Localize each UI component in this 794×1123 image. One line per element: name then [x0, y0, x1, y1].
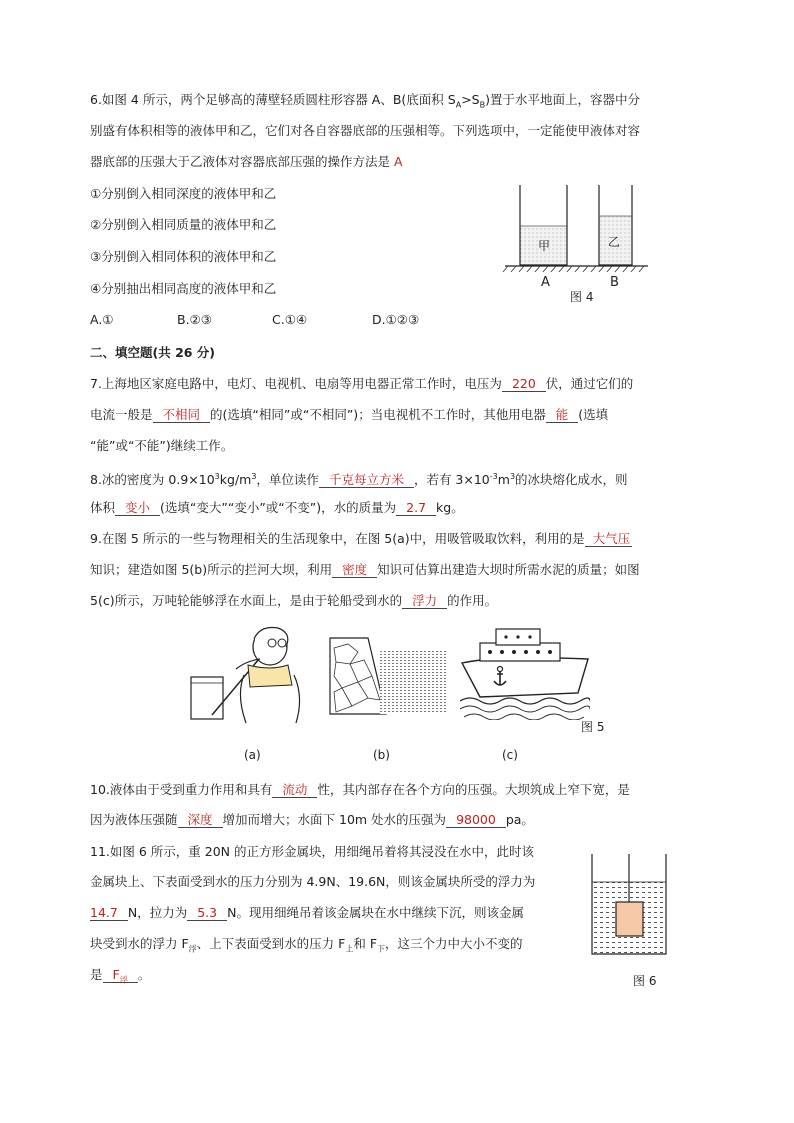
- q10-answer-2: 深度: [178, 812, 223, 828]
- q11-answer-2: 5.3: [187, 905, 227, 921]
- label-a: A: [541, 275, 550, 290]
- q7-line-1: 7.上海地区家庭电路中，电灯、电视机、电扇等用电器正常工作时，电压为 220 伏，通过它们的: [90, 376, 634, 391]
- q6-option-1: ①分别倒入相同深度的液体甲和乙: [90, 186, 277, 201]
- figure-5a-person-drinking: [188, 625, 308, 725]
- q11-answer-3: $F_浮$: [103, 967, 138, 983]
- q11-line-5: 是 $F_浮$ 。: [90, 967, 151, 985]
- dam-water: [380, 650, 446, 714]
- q7-answer-1: 220: [502, 376, 546, 392]
- q6-choice-b: B.②③: [177, 312, 212, 327]
- figure-4-caption: 图 4: [570, 290, 594, 304]
- q6-option-3: ③分别倒入相同体积的液体甲和乙: [90, 249, 277, 264]
- q7-answer-3: 能: [546, 407, 579, 423]
- figure-5-caption: 图 5: [581, 720, 605, 734]
- q9-answer-3: 浮力: [402, 593, 447, 609]
- q9-answer-2: 密度: [332, 562, 377, 578]
- q6-option-4: ④分别抽出相同高度的液体甲和乙: [90, 281, 277, 296]
- q11-line-2: 金属块上、下表面受到水的压力分别为 4.9N、19.6N，则该金属块所受的浮力为: [90, 874, 536, 889]
- section-2-title: 二、填空题(共 26 分): [90, 345, 216, 360]
- q6-line-3: 器底部的压强大于乙液体对容器底部压强的操作方法是 A: [90, 154, 403, 169]
- figure-6-block-in-water: [588, 852, 670, 962]
- figure-6-caption: 图 6: [633, 974, 657, 988]
- q10-line-1: 10.液体由于受到重力作用和具有 流动 性，其内部存在各个方向的压强。大坝筑成上窄下宽，是: [90, 782, 630, 797]
- q11-line-3: 14.7 N，拉力为 5.3 N。现用细绳吊着该金属块在水中继续下沉，则该金属: [90, 905, 524, 920]
- q10-line-2: 因为液体压强随 深度 增加而增大；水面下 10m 处水的压强为 98000 pa。: [90, 812, 534, 827]
- figure-5a-label: (a): [244, 748, 261, 762]
- q9-line-1: 9.在图 5 所示的一些与物理相关的生活现象中，在图 5(a)中，用吸管吸取饮料，利用的是 大气压: [90, 531, 631, 546]
- q7-answer-2: 不相同: [153, 407, 211, 423]
- q8-answer-2: 变小: [115, 500, 160, 516]
- label-yi: 乙: [608, 235, 621, 249]
- q9-line-2: 知识；建造如图 5(b)所示的拦河大坝，利用 密度 知识可估算出建造大坝时所需水泥的质量；如图: [90, 562, 640, 577]
- q11-answer-1: 14.7: [90, 905, 128, 921]
- q6-option-2: ②分别倒入相同质量的液体甲和乙: [90, 217, 277, 232]
- q6-line-1: 6.如图 4 所示，两个足够高的薄壁轻质圆柱形容器 A、B(底面积 $S_A>S_B$)置于水平地面上，容器中分: [90, 92, 641, 110]
- q8-answer-1: 千克每立方米: [319, 472, 414, 488]
- figure-4-containers: [500, 180, 660, 310]
- q8-line-1: 8.冰的密度为 $0.9\times 10^3kg/m^3$，单位读作 千克每立方米 ，若有 $3\times 10^{-3}m^3$的冰块熔化成水，则: [90, 472, 628, 488]
- q10-answer-3: 98000: [446, 812, 506, 828]
- figure-5c-ship: [460, 625, 590, 720]
- q6-choice-d: D.①②③: [372, 312, 420, 327]
- q11-line-4: 块受到水的浮力 $F_浮$、上下表面受到水的压力 $F_上$和 $F_下$，这三个力中大小不变的: [90, 936, 523, 954]
- q9-answer-1: 大气压: [585, 531, 633, 547]
- q10-answer-1: 流动: [272, 782, 317, 798]
- q8-answer-3: 2.7: [396, 500, 436, 516]
- figure-5b-dam: [328, 636, 448, 716]
- q11-line-1: 11.如图 6 所示，重 20N 的正方形金属块，用细绳吊着将其浸没在水中，此时该: [90, 844, 534, 859]
- q7-line-2: 电流一般是 不相同 的(选填“相同”或“不相同”)；当电视机不工作时，其他用电器 能 (选填: [90, 407, 609, 422]
- label-jia: 甲: [538, 239, 551, 253]
- figure-5c-label: (c): [502, 748, 518, 762]
- q9-line-3: 5(c)所示，万吨轮能够浮在水面上，是由于轮船受到水的 浮力 的作用。: [90, 593, 498, 608]
- figure-5b-label: (b): [373, 748, 390, 762]
- q6-answer: A: [394, 154, 403, 169]
- q6-choice-c: C.①④: [272, 312, 308, 327]
- q6-line-2: 别盛有体积相等的液体甲和乙，它们对各自容器底部的压强相等。下列选项中，一定能使甲液体对容: [90, 123, 641, 138]
- label-b: B: [610, 275, 619, 290]
- q6-choice-a: A.①: [90, 312, 114, 327]
- q8-line-2: 体积 变小 (选填“变大”“变小”或“不变”)，水的质量为 2.7 kg。: [90, 500, 464, 515]
- q7-line-3: “能”或“不能”)继续工作。: [90, 438, 234, 453]
- metal-block: [616, 902, 643, 936]
